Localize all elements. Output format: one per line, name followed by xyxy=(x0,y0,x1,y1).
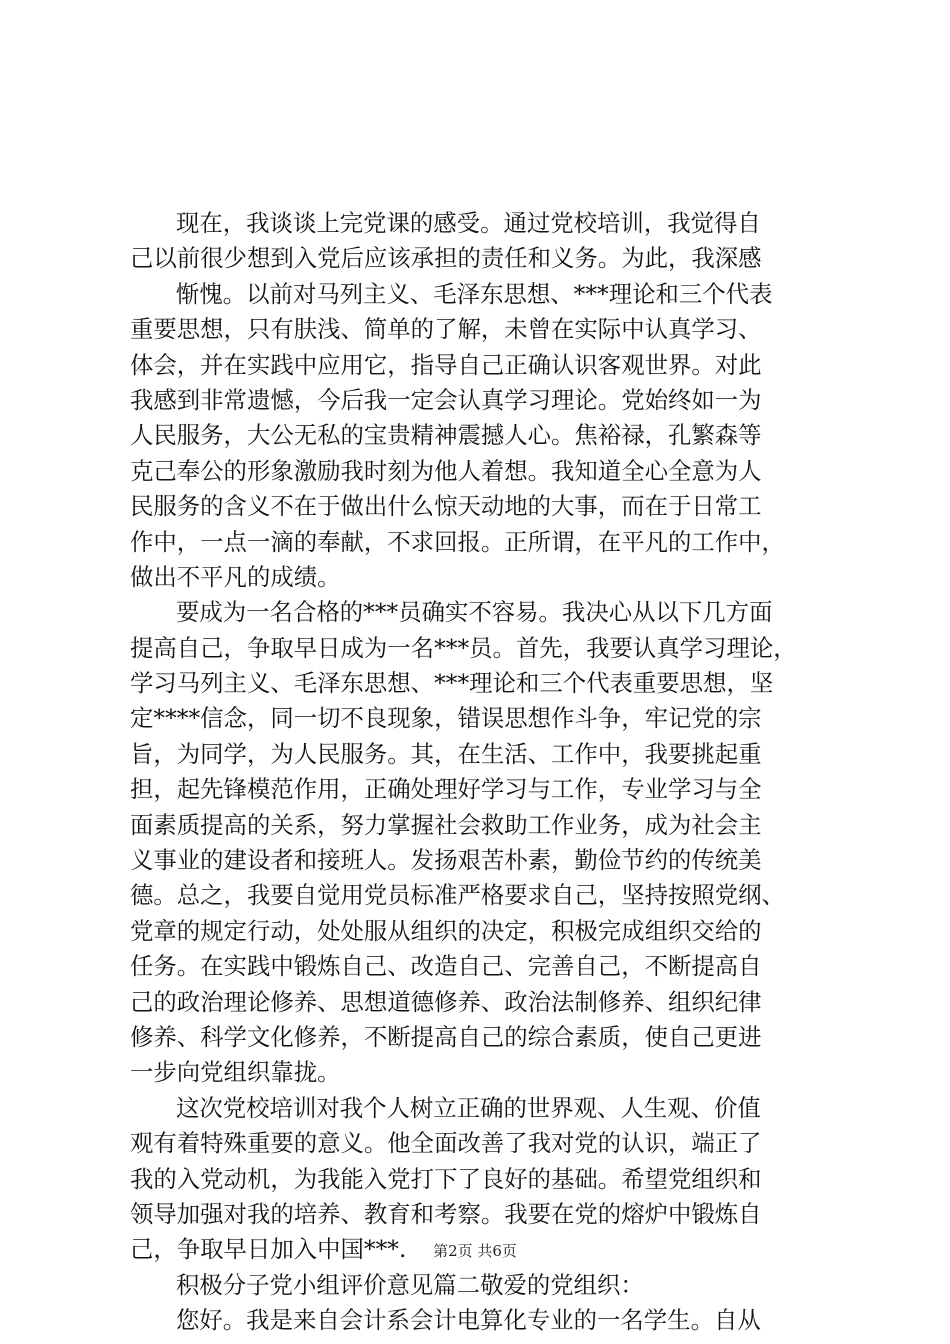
body-text xyxy=(130,206,830,1339)
text-line: 现在，我谈谈上完党课的感受。通过党校培训，我觉得自 xyxy=(176,209,761,237)
text-line: 定****信念，同一切不良现象，错误思想作斗争，牢记党的宗 xyxy=(130,704,762,733)
text-line: 己，争取早日加入中国***. xyxy=(130,1235,407,1264)
text-line: 任务。在实践中锻炼自己、改造自己、完善自己，不断提高自 xyxy=(130,952,762,981)
text-line: 您好。我是来自会计系会计电算化专业的一名学生。自从 xyxy=(176,1306,761,1335)
text-line: 惭愧。以前对马列主义、毛泽东思想、***理论和三个代表 xyxy=(176,279,773,308)
text-line: 观有着特殊重要的意义。他全面改善了我对党的认识，端正了 xyxy=(130,1129,762,1158)
text-line: 面素质提高的关系，努力掌握社会救助工作业务，成为社会主 xyxy=(130,810,762,839)
text-line: 义事业的建设者和接班人。发扬艰苦朴素，勤俭节约的传统美 xyxy=(130,846,762,875)
text-line: 旨，为同学，为人民服务。其，在生活、工作中，我要挑起重 xyxy=(130,739,762,768)
text-line: 修养、科学文化修养，不断提高自己的综合素质，使自己更进 xyxy=(130,1022,762,1051)
text-line: 重要思想，只有肤浅、简单的了解，未曾在实际中认真学习、 xyxy=(130,315,762,344)
text-line: 己的政治理论修养、思想道德修养、政治法制修养、组织纪律 xyxy=(130,987,762,1016)
text-line: 党章的规定行动，处处服从组织的决定，积极完成组织交给的 xyxy=(130,916,762,945)
text-line: 体会，并在实践中应用它，指导自己正确认识客观世界。对此 xyxy=(130,350,762,379)
text-line: 民服务的含义不在于做出什么惊天动地的大事，而在于日常工 xyxy=(130,492,762,521)
text-line: 一步向党组织靠拢。 xyxy=(130,1058,341,1087)
text-line: 这次党校培训对我个人树立正确的世界观、人生观、价值 xyxy=(176,1093,761,1122)
text-line: 学习马列主义、毛泽东思想、***理论和三个代表重要思想，坚 xyxy=(130,669,774,698)
text-line: 德。总之，我要自觉用党员标准严格要求自己，坚持按照党纲、 xyxy=(130,881,785,910)
page-number-footer: 第2页 共6页 xyxy=(433,1242,517,1260)
text-line: 要成为一名合格的***员确实不容易。我决心从以下几方面 xyxy=(176,598,773,627)
text-line: 担，起先锋模范作用，正确处理好学习与工作，专业学习与全 xyxy=(130,775,762,804)
text-line: 己以前很少想到入党后应该承担的责任和义务。为此，我深感 xyxy=(130,244,762,273)
text-line: 领导加强对我的培养、教育和考察。我要在党的熔炉中锻炼自 xyxy=(130,1199,762,1228)
text-line: 做出不平凡的成绩。 xyxy=(130,562,341,591)
text-line: 作中，一点一滴的奉献，不求回报。正所谓，在平凡的工作中， xyxy=(130,527,785,556)
text-line: 我感到非常遗憾，今后我一定会认真学习理论。党始终如一为 xyxy=(130,385,762,414)
text-line: 我的入党动机，为我能入党打下了良好的基础。希望党组织和 xyxy=(130,1164,762,1193)
text-line: 提高自己，争取早日成为一名***员。首先，我要认真学习理论， xyxy=(130,633,797,662)
text-line: 人民服务，大公无私的宝贵精神震撼人心。焦裕禄，孔繁森等 xyxy=(130,421,762,450)
text-line: 克己奉公的形象激励我时刻为他人着想。我知道全心全意为人 xyxy=(130,456,762,485)
text-line: 积极分子党小组评价意见篇二敬爱的党组织： xyxy=(176,1270,644,1299)
